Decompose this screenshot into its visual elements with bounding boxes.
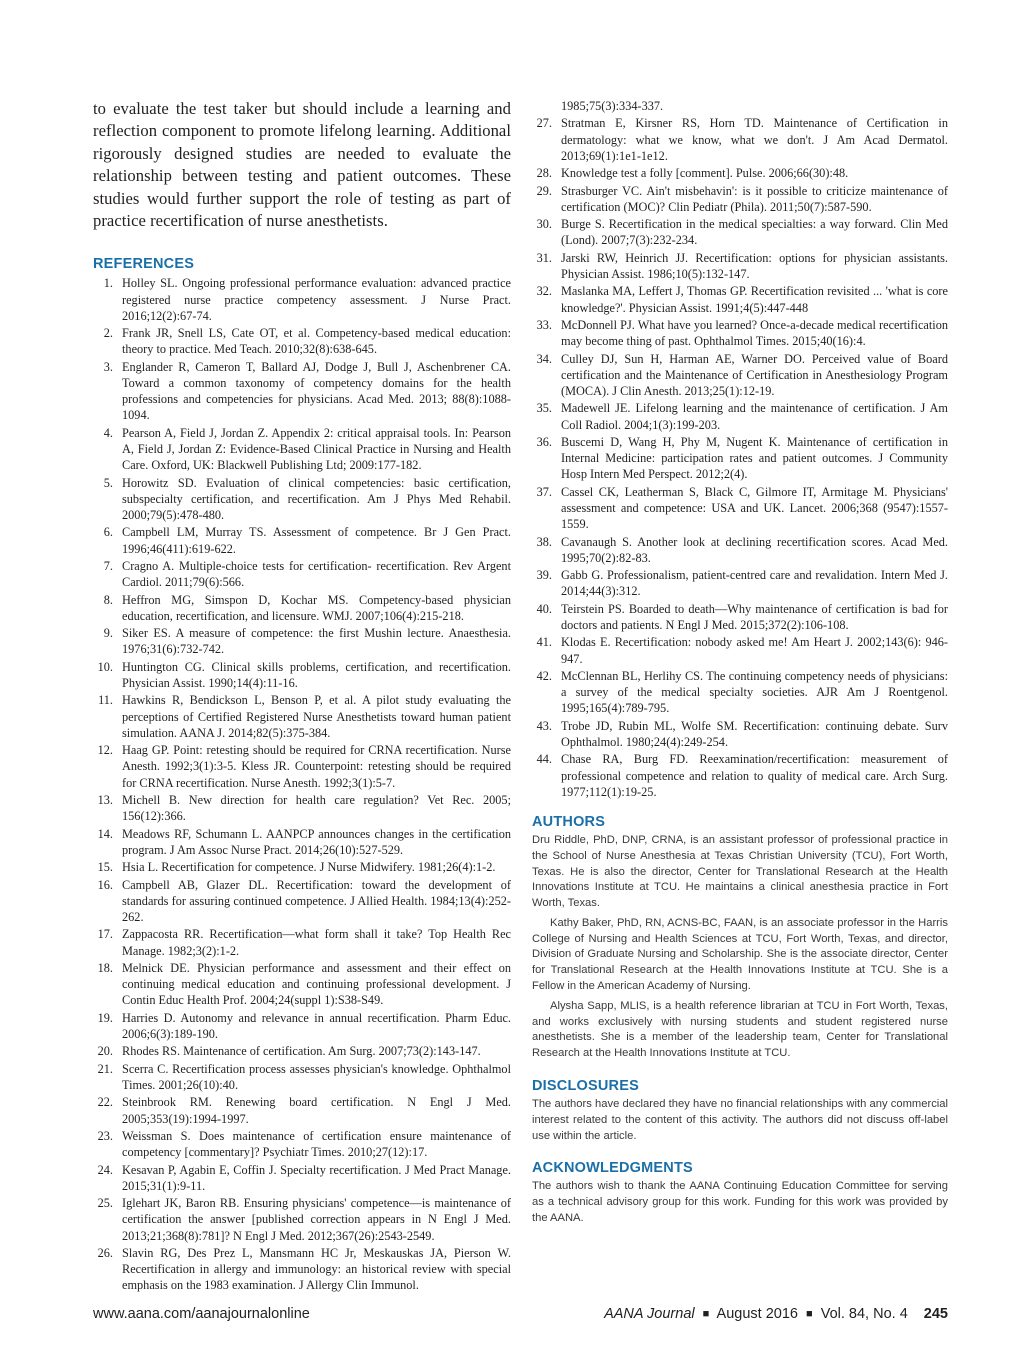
reference-item (532, 183, 948, 215)
reference-text: Holley SL. Ongoing professional performance evaluation: advanced practice registered nurse practice competency assessment. J Nurse Pract. 2016;12(2):67-74. (122, 276, 511, 323)
reference-text: Chase RA, Burg FD. Reexamination/recertification: measurement of professional competence and relation to quality of medical care. Arch Surg. 1977;112(1):19-25. (561, 752, 948, 799)
reference-text: Englander R, Cameron T, Ballard AJ, Dodge J, Bull J, Aschenbrener CA. Toward a common taxonomy of competency domains for the health professions and competencies for physicians. Acad Med. 2013; 88(8):1088-1094. (122, 359, 511, 423)
reference-number: 31. (536, 250, 552, 265)
journal-url-link[interactable]: www.aana.com/aanajournalonline (93, 1306, 310, 1322)
reference-number: 20. (97, 1044, 113, 1059)
author-bio-sapp: Alysha Sapp, MLIS, is a health reference librarian at TCU in Fort Worth, Texas, and works exclusively with nursing students and student registered nurse anesthetists. She is a member of the leadership team, Center for Translational Research at the Health Innovations Institute at TCU. (532, 999, 948, 1060)
reference-text: Jarski RW, Heinrich JJ. Recertification: options for physician assistants. Physician Assist. 1986;10(5):132-147. (561, 250, 948, 281)
reference-number: 42. (536, 668, 552, 683)
reference-number: 39. (536, 568, 552, 583)
reference-text: Iglehart JK, Baron RB. Ensuring physicians' competence—is maintenance of certification the answer [published correction appears in N Engl J Med. 2013;21;368(8):781]? N Engl J Med. 2012;367(26):2543-2549. (122, 1196, 511, 1243)
reference-item (532, 601, 948, 633)
reference-item (93, 592, 511, 624)
intro-paragraph: to evaluate the test taker but should include a learning and reflection component to promote lifelong learning. Additional rigorously designed studies are needed to evaluate the relationship between testing and patient outcomes. These studies would further support the role of testing as part of practice recertification of nurse anesthetists. (93, 99, 511, 231)
reference-number: 29. (536, 183, 552, 198)
reference-number: 28. (536, 166, 552, 181)
authors-section (532, 833, 948, 1062)
left-column (93, 98, 511, 1295)
reference-item (93, 742, 511, 791)
reference-item (532, 534, 948, 566)
page-number: 245 (923, 1306, 948, 1322)
reference-number: 35. (536, 401, 552, 416)
reference-number: 41. (536, 635, 552, 650)
reference-item (93, 960, 511, 1009)
reference-text: Klodas E. Recertification: nobody asked me! Am Heart J. 2002;143(6): 946-947. (561, 635, 948, 666)
reference-item (93, 692, 511, 741)
separator-square: ■ (702, 1308, 710, 1320)
reference-number: 6. (103, 525, 113, 540)
reference-text: Kesavan P, Agabin E, Coffin J. Specialty recertification. J Med Pract Manage. 2015;31(1):9-11. (122, 1162, 511, 1193)
reference-text: Steinbrook RM. Renewing board certification. N Engl J Med. 2005;353(19):1994-1997. (122, 1095, 511, 1126)
reference-number: 21. (97, 1061, 113, 1076)
reference-number: 14. (97, 826, 113, 841)
disclosures-section (532, 1097, 948, 1144)
reference-26-continuation: 1985;75(3):334-337. (561, 99, 664, 113)
reference-number: 18. (97, 960, 113, 975)
reference-item (93, 425, 511, 474)
reference-text: Huntington CG. Clinical skills problems, certification, and recertification. Physician Assist. 1990;14(4):11-16. (122, 659, 511, 690)
reference-item (93, 859, 511, 875)
reference-text: Heffron MG, Simspon D, Kochar MS. Competency-based physician education, recertification, and licensure. WMJ. 2007;106(4):215-218. (122, 592, 511, 623)
reference-number: 1. (103, 276, 113, 291)
reference-text: Scerra C. Recertification process assesses physician's knowledge. Ophthalmol Times. 2001;26(10):40. (122, 1061, 511, 1092)
reference-text: Cassel CK, Leatherman S, Black C, Gilmore IT, Armitage M. Physicians' assessment and competence: USA and UK. Lancet. 2006;368 (9547):1557-1559. (561, 484, 948, 532)
reference-text: Pearson A, Field J, Jordan Z. Appendix 2: critical appraisal tools. In: Pearson A, Field J, Jordan Z: Evidence-Based Clinical Practice in Nursing and Health Care. Oxford, UK: Blackwell Publishing Ltd; 2009:177-182. (122, 425, 511, 473)
reference-item (532, 351, 948, 400)
author-bio-riddle: Dru Riddle, PhD, DNP, CRNA, is an assistant professor of professional practice in the School of Nurse Anesthesia at Texas Christian University (TCU), Fort Worth, Texas. He is also the director, Center for Translational Research at the Health Innovations Institute at TCU. He maintains a clinical anesthesia practice in Fort Worth, Texas. (532, 833, 948, 910)
reference-number: 38. (536, 534, 552, 549)
reference-number: 37. (536, 484, 552, 499)
reference-text: Campbell AB, Glazer DL. Recertification: toward the development of standards for assuring continued competence. J Allied Health. 1984;13(4):252-262. (122, 877, 511, 924)
separator-square: ■ (806, 1308, 813, 1320)
reference-number: 2. (103, 326, 113, 341)
reference-number: 30. (536, 217, 552, 232)
reference-item (93, 877, 511, 926)
reference-text: Haag GP. Point: retesting should be required for CRNA recertification. Nurse Anesth. 1992;3(1):3-5. Kless JR. Counterpoint: retesting should be required for CRNA recertification. Nurse Anesth. 1992;3(1):5-7. (122, 743, 511, 790)
reference-number: 32. (536, 284, 552, 299)
reference-number: 40. (536, 601, 552, 616)
reference-item (532, 115, 948, 164)
acknowledgments-text: The authors wish to thank the AANA Continuing Education Committee for serving as a technical advisory group for this work. Funding for this work was provided by the AANA. (532, 1180, 948, 1225)
disclosures-text: The authors have declared they have no financial relationships with any commercial interest related to the content of this activity. The authors did not discuss off-label use within the article. (532, 1098, 948, 1142)
reference-item (532, 567, 948, 599)
reference-item (93, 524, 511, 556)
reference-text: Stratman E, Kirsner RS, Horn TD. Maintenance of Certification in dermatology: what we know, what we don't. J Am Acad Dermatol. 2013;69(1):1e1-1e12. (561, 116, 948, 163)
reference-item (93, 1010, 511, 1042)
reference-number: 22. (97, 1095, 113, 1110)
reference-number: 10. (97, 659, 113, 674)
acknowledgments-heading: ACKNOWLEDGMENTS (532, 1160, 693, 1177)
reference-item (93, 1245, 511, 1294)
acknowledgments-section (532, 1179, 948, 1226)
reference-text: Campbell LM, Murray TS. Assessment of competence. Br J Gen Pract. 1996;46(411):619-622. (122, 525, 511, 556)
author-bio-baker: Kathy Baker, PhD, RN, ACNS-BC, FAAN, is an associate professor in the Harris College of Nursing and Health Sciences at TCU, Fort Worth, Texas, and director, Division of Graduate Nursing and Scholarship. She is the associate director, Center for Translational Research at the Health Innovations Institute at TCU. She is a Fellow in the American Academy of Nursing. (532, 916, 948, 993)
reference-number: 4. (103, 425, 113, 440)
authors-heading: AUTHORS (532, 813, 606, 830)
reference-item (93, 475, 511, 524)
disclosures-heading: DISCLOSURES (532, 1078, 639, 1095)
reference-text: Zappacosta RR. Recertification—what form shall it take? Top Health Rec Manage. 1982;3(2):1-2. (122, 927, 511, 958)
reference-number: 34. (536, 351, 552, 366)
reference-number: 16. (97, 877, 113, 892)
reference-number: 5. (103, 475, 113, 490)
reference-text: Hsia L. Recertification for competence. J Nurse Midwifery. 1981;26(4):1-2. (122, 860, 496, 875)
reference-text: Cavanaugh S. Another look at declining recertification scores. Acad Med. 1995;70(2):82-83. (561, 534, 948, 565)
reference-number: 33. (536, 317, 552, 332)
reference-text: Trobe JD, Rubin ML, Wolfe SM. Recertification: continuing debate. Surv Ophthalmol. 1980;24(4):249-254. (561, 718, 948, 749)
reference-number: 36. (536, 434, 552, 449)
reference-text: Gabb G. Professionalism, patient-centred care and revalidation. Intern Med J. 2014;44(3):312. (561, 568, 948, 599)
reference-text: Strasburger VC. Ain't misbehavin': is it possible to criticize maintenance of certification (MOC)? Clin Pediatr (Phila). 2011;50(7):587-590. (561, 183, 948, 214)
reference-text: Buscemi D, Wang H, Phy M, Nugent K. Maintenance of certification in Internal Medicine: participation rates and patient outcomes. J Community Hosp Intern Med Perspect. 2012;2(4). (561, 434, 948, 482)
reference-number: 9. (103, 626, 113, 641)
reference-number: 27. (536, 116, 552, 131)
reference-text: Michell B. New direction for health care regulation? Vet Rec. 2005; 156(12):366. (122, 792, 511, 824)
reference-item (532, 283, 948, 315)
reference-item (532, 434, 948, 483)
reference-text: Culley DJ, Sun H, Harman AE, Warner DO. Perceived value of Board certification and the Maintenance of Certification in Anesthesiology Program (MOCA). J Clin Anesth. 2013;25(1):12-19. (561, 351, 948, 398)
reference-text: Maslanka MA, Leffert J, Thomas GP. Recertification revisited ... 'what is core knowledge?'. Physician Assist. 1991;4(5):447-448 (561, 284, 948, 315)
journal-citation (604, 1306, 948, 1322)
reference-number: 26. (97, 1245, 113, 1260)
reference-text: Meadows RF, Schumann L. AANPCP announces changes in the certification program. J Am Assoc Nurse Pract. 2014;26(10):527-529. (122, 826, 511, 857)
reference-item (93, 926, 511, 958)
reference-item (532, 634, 948, 666)
references-list-right (532, 115, 948, 800)
reference-text: Harries D. Autonomy and relevance in annual recertification. Pharm Educ. 2006;6(3):189-190. (122, 1010, 511, 1041)
reference-number: 24. (97, 1162, 113, 1177)
reference-item (93, 1162, 511, 1194)
reference-text: Siker ES. A measure of competence: the first Mushin lecture. Anaesthesia. 1976;31(6):732-742. (122, 626, 511, 657)
reference-item (93, 1061, 511, 1093)
reference-number: 13. (97, 792, 113, 807)
reference-text: Slavin RG, Des Prez L, Mansmann HC Jr, Meskauskas JA, Pierson W. Recertification in allergy and immunology: an historical review with special emphasis on the 1983 examination. J Allergy Clin Immunol. (122, 1245, 511, 1293)
reference-number: 3. (103, 359, 113, 374)
reference-item (532, 400, 948, 432)
reference-text: Madewell JE. Lifelong learning and the maintenance of certification. J Am Coll Radiol. 2004;1(3):199-203. (561, 401, 948, 432)
reference-number: 43. (536, 718, 552, 733)
references-list-left (93, 275, 511, 1293)
reference-item (93, 325, 511, 357)
reference-item (532, 165, 948, 181)
reference-item (93, 359, 511, 424)
issue-date: August 2016 (716, 1306, 798, 1322)
reference-number: 44. (536, 752, 552, 767)
references-heading: REFERENCES (93, 256, 195, 273)
reference-text: Burge S. Recertification in the medical specialties: a way forward. Clin Med (Lond). 2007;7(3):232-234. (561, 217, 948, 248)
reference-number: 17. (97, 927, 113, 942)
reference-text: Melnick DE. Physician performance and assessment and their effect on continuing medical education and continuing professional development. J Contin Educ Health Prof. 2004;24(suppl 1):S38-S49. (122, 960, 511, 1008)
reference-number: 23. (97, 1128, 113, 1143)
reference-item (93, 659, 511, 691)
reference-item (93, 792, 511, 824)
reference-item (93, 1094, 511, 1126)
reference-number: 11. (98, 693, 113, 708)
reference-item (93, 1128, 511, 1160)
reference-number: 12. (97, 743, 113, 758)
reference-text: Weissman S. Does maintenance of certification ensure maintenance of competency [commentary]? Psychiatr Times. 2010;27(12):17. (122, 1128, 511, 1160)
reference-item (93, 558, 511, 590)
reference-item (93, 1043, 511, 1059)
reference-item (532, 668, 948, 717)
right-column (532, 98, 948, 1227)
reference-item (532, 250, 948, 282)
reference-text: McDonnell PJ. What have you learned? Once-a-decade medical recertification may become thing of past. Ophthalmol Times. 2015;40(16):4. (561, 317, 948, 349)
reference-item (93, 1195, 511, 1244)
reference-number: 19. (97, 1010, 113, 1025)
reference-item (93, 625, 511, 657)
reference-item (532, 216, 948, 248)
reference-text: Knowledge test a folly [comment]. Pulse. 2006;66(30):48. (561, 166, 849, 181)
reference-text: Horowitz SD. Evaluation of clinical competencies: basic certification, subspecialty certification, and recertification. Am J Phys Med Rehabil. 2000;79(5):478-480. (122, 475, 511, 523)
volume-issue: Vol. 84, No. 4 (820, 1306, 908, 1322)
reference-text: Teirstein PS. Boarded to death—Why maintenance of certification is bad for doctors and patients. N Engl J Med. 2015;372(2):106-108. (561, 601, 948, 632)
reference-text: Hawkins R, Bendickson L, Benson P, et al. A pilot study evaluating the perceptions of Certified Registered Nurse Anesthetists toward human patient simulation. AANA J. 2014;82(5):375-384. (122, 693, 511, 740)
reference-item (532, 317, 948, 349)
reference-item (532, 751, 948, 800)
reference-item (93, 275, 511, 324)
journal-name: AANA Journal (604, 1306, 695, 1322)
reference-number: 15. (97, 860, 113, 875)
reference-item (532, 718, 948, 750)
reference-number: 25. (97, 1196, 113, 1211)
reference-text: Frank JR, Snell LS, Cate OT, et al. Competency-based medical education: theory to practice. Med Teach. 2010;32(8):638-645. (122, 326, 511, 357)
reference-number: 8. (103, 592, 113, 607)
reference-item (532, 484, 948, 533)
reference-number: 7. (103, 559, 113, 574)
reference-text: Rhodes RS. Maintenance of certification. Am Surg. 2007;73(2):143-147. (122, 1044, 481, 1059)
reference-item (93, 826, 511, 858)
reference-text: McClennan BL, Herlihy CS. The continuing competency needs of physicians: a survey of the medical specialty societies. AJR Am J Roentgenol. 1995;165(4):789-795. (561, 668, 948, 716)
reference-text: Cragno A. Multiple-choice tests for certification- recertification. Rev Argent Cardiol. 2011;79(6):566. (122, 559, 511, 590)
